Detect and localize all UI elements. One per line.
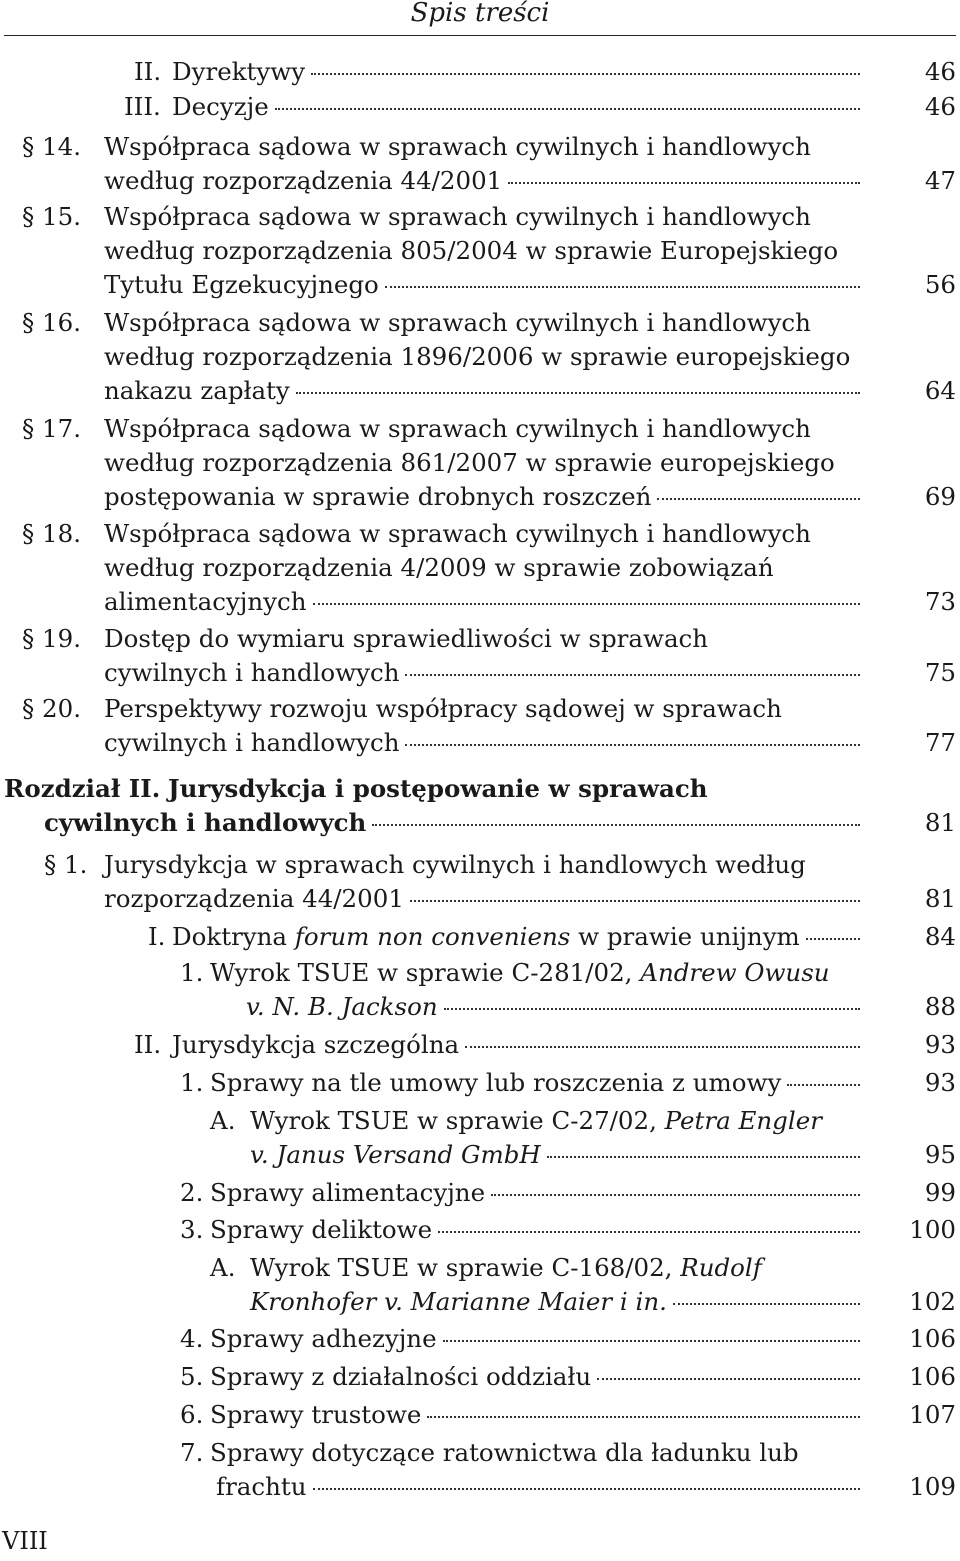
toc-entry-line — [104, 517, 900, 551]
toc-entry-line — [210, 1322, 862, 1356]
toc-page-number[interactable]: 95 — [924, 1140, 956, 1169]
toc-entry-number: § 19. — [22, 624, 82, 653]
toc-entry-line — [104, 446, 900, 480]
dot-leader — [787, 1084, 860, 1086]
toc-entry-title — [246, 990, 438, 1024]
toc-entry-title: postępowania w sprawie drobnych roszczeń — [104, 482, 652, 511]
dot-leader — [806, 938, 860, 940]
toc-entry-number: II. — [134, 1030, 162, 1059]
dot-leader — [597, 1378, 860, 1380]
toc-entry-line — [210, 1066, 862, 1100]
title-segment: Wyrok TSUE w sprawie C-281/02, — [210, 958, 641, 987]
dot-leader — [444, 1008, 860, 1010]
toc-entry-line — [104, 656, 862, 690]
toc-entry-title: Sprawy alimentacyjne — [210, 1178, 486, 1207]
toc-page-number[interactable]: 47 — [924, 166, 956, 195]
toc-entry-title: Dostęp do wymiaru sprawiedliwości w sprawach — [104, 624, 709, 653]
toc-entry-title: Tytułu Egzekucyjnego — [104, 270, 379, 299]
toc-entry-title: Perspektywy rozwoju współpracy sądowej w sprawach — [104, 694, 782, 723]
dot-leader — [443, 1340, 860, 1342]
toc-entry-line — [104, 692, 900, 726]
toc-entry-title: Współpraca sądowa w sprawach cywilnych i handlowych — [104, 519, 811, 548]
toc-page-number[interactable]: 77 — [924, 728, 956, 757]
toc-entry-number: Rozdział II. — [4, 774, 161, 803]
dot-leader — [491, 1194, 860, 1196]
toc-entry-line — [104, 164, 862, 198]
toc-entry-line — [210, 1436, 900, 1470]
toc-entry-number: 3. — [180, 1215, 204, 1244]
toc-entry-title: frachtu — [216, 1472, 307, 1501]
toc-page-number[interactable]: 106 — [909, 1362, 956, 1391]
toc-page-number[interactable]: 99 — [924, 1178, 956, 1207]
dot-leader — [427, 1416, 860, 1418]
toc-entry-title: według rozporządzenia 1896/2006 w sprawie europejskiego — [104, 342, 851, 371]
toc-entry-line — [104, 726, 862, 760]
dot-leader — [405, 744, 860, 746]
title-segment: Wyrok TSUE w sprawie C-168/02, — [250, 1253, 681, 1282]
toc-page-number[interactable]: 93 — [924, 1068, 956, 1097]
toc-entry-title: Jurysdykcja i postępowanie w sprawach — [168, 774, 708, 803]
toc-entry-line — [216, 1470, 862, 1504]
toc-entry-title: Jurysdykcja szczególna — [172, 1030, 460, 1059]
toc-page-number[interactable]: 46 — [924, 57, 956, 86]
toc-entry-title — [250, 1138, 541, 1172]
italic-case-name: v. Janus Versand GmbH — [250, 1140, 541, 1169]
toc-entry-line — [172, 55, 862, 89]
italic-case-name: Andrew Owusu — [640, 958, 830, 987]
dot-leader — [296, 392, 860, 394]
toc-page-number[interactable]: 69 — [924, 482, 956, 511]
dot-leader — [313, 1488, 860, 1490]
toc-entry-number: § 15. — [22, 202, 82, 231]
toc-entry-title: Sprawy trustowe — [210, 1400, 422, 1429]
toc-entry-title: Współpraca sądowa w sprawach cywilnych i handlowych — [104, 132, 811, 161]
toc-entry-line — [104, 480, 862, 514]
dot-leader — [465, 1046, 860, 1048]
toc-entry-number: § 14. — [22, 132, 82, 161]
toc-entry-line — [104, 374, 862, 408]
title-segment: w prawie unijnym — [570, 922, 800, 951]
toc-entry-line — [172, 90, 862, 124]
toc-entry-line — [104, 200, 900, 234]
italic-case-name: forum non conveniens — [294, 922, 571, 951]
toc-page-number[interactable]: 64 — [924, 376, 956, 405]
title-segment: Doktryna — [172, 922, 295, 951]
toc-entry-title: Dyrektywy — [172, 57, 306, 86]
toc-entry-title: alimentacyjnych — [104, 587, 307, 616]
toc-entry-line — [104, 340, 900, 374]
toc-entry-number: 2. — [180, 1178, 204, 1207]
header-title: Spis treści — [410, 0, 550, 28]
italic-case-name: Kronhofer v. Marianne Maier i in. — [250, 1287, 667, 1316]
toc-entry-number: 1. — [180, 958, 204, 987]
italic-case-name: Petra Engler — [664, 1106, 822, 1135]
toc-entry-line — [210, 1398, 862, 1432]
toc-entry-title: Sprawy z działalności oddziału — [210, 1362, 592, 1391]
toc-entry-line — [168, 772, 900, 806]
toc-page-number[interactable]: 81 — [924, 808, 956, 837]
dot-leader — [508, 182, 860, 184]
toc-page-number[interactable]: 93 — [924, 1030, 956, 1059]
toc-entry-title: cywilnych i handlowych — [104, 658, 400, 687]
toc-entry-number: 1. — [180, 1068, 204, 1097]
toc-entry-number: 4. — [180, 1324, 204, 1353]
toc-entry-number: 7. — [180, 1438, 204, 1467]
toc-entry-title: Współpraca sądowa w sprawach cywilnych i handlowych — [104, 308, 811, 337]
toc-entry-line — [44, 806, 862, 840]
toc-entry-title: Współpraca sądowa w sprawach cywilnych i handlowych — [104, 202, 811, 231]
toc-entry-line — [104, 585, 862, 619]
toc-page-number[interactable]: 106 — [909, 1324, 956, 1353]
toc-entry-line — [104, 234, 900, 268]
toc-page-number[interactable]: 75 — [924, 658, 956, 687]
toc-entry-line — [104, 306, 900, 340]
toc-entry-line — [104, 622, 900, 656]
toc-entry-title — [172, 920, 800, 954]
toc-entry-title — [250, 1251, 762, 1285]
toc-entry-line — [172, 1028, 862, 1062]
toc-entry-title: Sprawy na tle umowy lub roszczenia z umowy — [210, 1068, 782, 1097]
toc-entry-number: II. — [134, 57, 162, 86]
dot-leader — [311, 73, 860, 75]
toc-entry-title — [210, 956, 830, 990]
toc-page-number[interactable]: 88 — [924, 992, 956, 1021]
toc-entry-line — [104, 130, 900, 164]
italic-case-name: Rudolf — [680, 1253, 762, 1282]
toc-page-number[interactable]: 46 — [924, 92, 956, 121]
toc-entry-title: rozporządzenia 44/2001 — [104, 884, 404, 913]
title-segment: Wyrok TSUE w sprawie C-27/02, — [250, 1106, 665, 1135]
toc-entry-line — [172, 920, 862, 954]
dot-leader — [547, 1156, 860, 1158]
toc-entry-number: § 1. — [44, 850, 88, 879]
toc-entry-line — [250, 1138, 862, 1172]
toc-entry-number: A. — [210, 1253, 236, 1282]
page-folio: VIII — [2, 1527, 48, 1555]
toc-entry-line — [210, 956, 900, 990]
toc-entry-line — [104, 848, 900, 882]
toc-entry-title — [250, 1285, 667, 1319]
toc-page-number[interactable]: 84 — [924, 922, 956, 951]
toc-page-number[interactable]: 56 — [924, 270, 956, 299]
toc-entry-line — [104, 412, 900, 446]
dot-leader — [657, 498, 860, 500]
toc-entry-number: I. — [148, 922, 166, 951]
toc-entry-title: cywilnych i handlowych — [104, 728, 400, 757]
toc-entry-line — [104, 551, 900, 585]
toc-entry-number: § 17. — [22, 414, 82, 443]
toc-entry-line — [210, 1360, 862, 1394]
toc-page-number[interactable]: 81 — [924, 884, 956, 913]
toc-entry-number: § 18. — [22, 519, 82, 548]
toc-entry-number: § 20. — [22, 694, 82, 723]
toc-page-number[interactable]: 73 — [924, 587, 956, 616]
italic-case-name: v. N. B. Jackson — [246, 992, 438, 1021]
toc-entry-title: według rozporządzenia 861/2007 w sprawie europejskiego — [104, 448, 835, 477]
toc-entry-title: Sprawy adhezyjne — [210, 1324, 437, 1353]
toc-entry-line — [246, 990, 862, 1024]
dot-leader — [313, 603, 860, 605]
toc-entry-title: Decyzje — [172, 92, 269, 121]
dot-leader — [438, 1231, 860, 1233]
toc-entry-line — [210, 1213, 862, 1247]
dot-leader — [385, 286, 860, 288]
toc-entry-number: A. — [210, 1106, 236, 1135]
toc-entry-line — [250, 1104, 900, 1138]
dot-leader — [410, 900, 860, 902]
toc-entry-title: Sprawy dotyczące ratownictwa dla ładunku lub — [210, 1438, 799, 1467]
toc-entry-number: § 16. — [22, 308, 82, 337]
toc-entry-title: Sprawy deliktowe — [210, 1215, 433, 1244]
toc-entry-title: według rozporządzenia 4/2009 w sprawie zobowiązań — [104, 553, 774, 582]
toc-entry-title: Współpraca sądowa w sprawach cywilnych i handlowych — [104, 414, 811, 443]
toc-entry-title: według rozporządzenia 44/2001 — [104, 166, 503, 195]
toc-entry-number: 6. — [180, 1400, 204, 1429]
toc-page-number[interactable]: 107 — [909, 1400, 956, 1429]
toc-entry-title — [250, 1104, 822, 1138]
toc-entry-line — [250, 1285, 862, 1319]
toc-page-number[interactable]: 102 — [909, 1287, 956, 1316]
dot-leader — [372, 824, 860, 826]
toc-entry-number: III. — [124, 92, 161, 121]
toc-entry-line — [250, 1251, 900, 1285]
toc-entry-line — [210, 1176, 862, 1210]
dot-leader — [405, 674, 860, 676]
toc-entry-line — [104, 882, 862, 916]
toc-entry-line — [104, 268, 862, 302]
toc-entry-title: według rozporządzenia 805/2004 w sprawie Europejskiego — [104, 236, 839, 265]
toc-entry-title: cywilnych i handlowych — [44, 808, 367, 837]
toc-page-number[interactable]: 109 — [909, 1472, 956, 1501]
dot-leader — [673, 1303, 860, 1305]
toc-entry-title: nakazu zapłaty — [104, 376, 290, 405]
dot-leader — [275, 108, 860, 110]
toc-entry-title: Jurysdykcja w sprawach cywilnych i handlowych według — [104, 850, 806, 879]
toc-entry-number: 5. — [180, 1362, 204, 1391]
toc-page-number[interactable]: 100 — [909, 1215, 956, 1244]
